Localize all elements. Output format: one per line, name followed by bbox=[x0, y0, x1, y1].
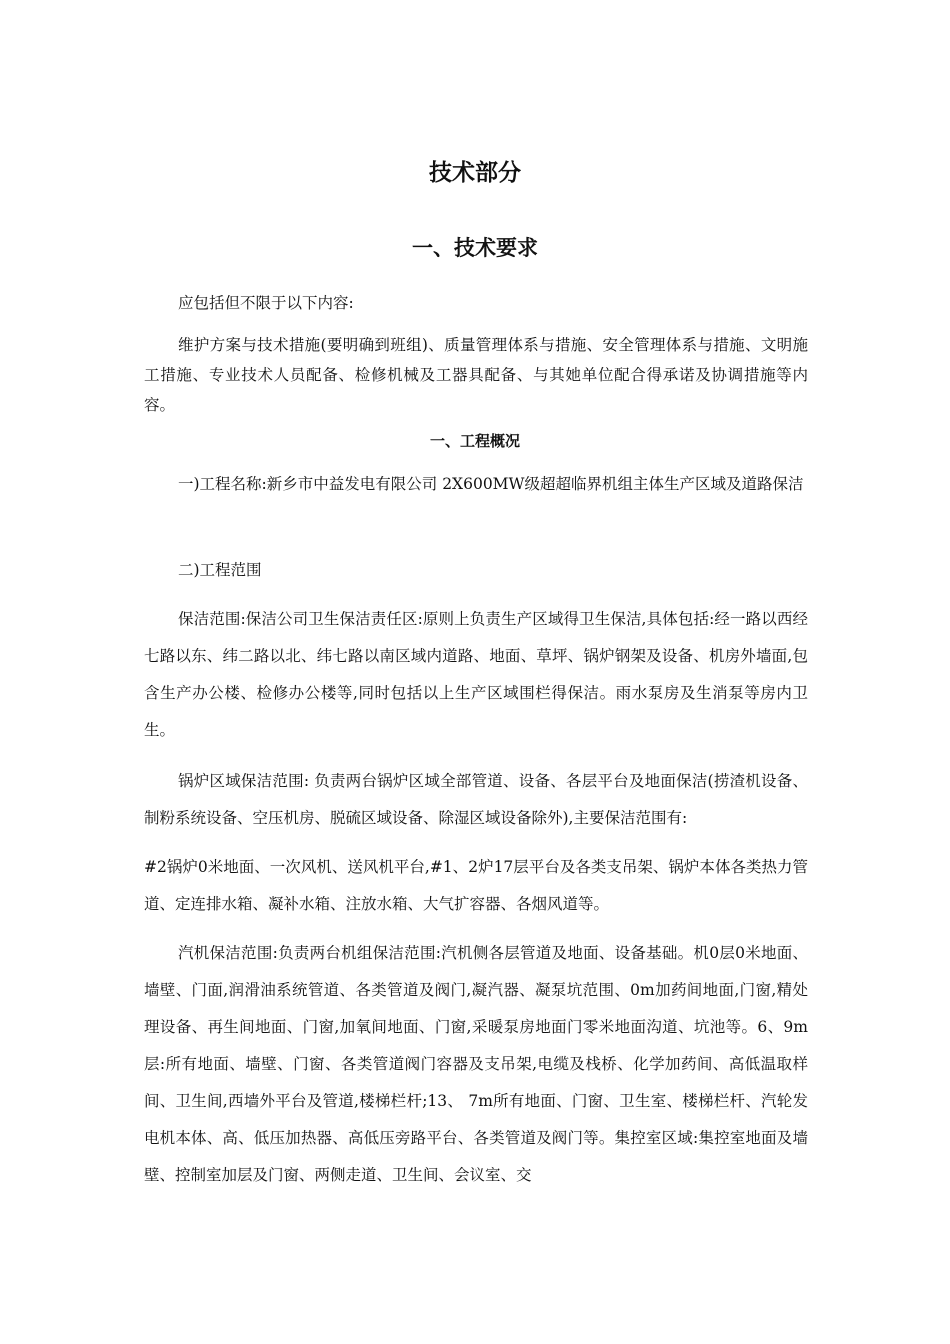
overview-heading: 一、工程概况 bbox=[429, 432, 520, 450]
section-title: 一、技术要求 bbox=[412, 236, 538, 260]
boiler-detail-paragraph: #2锅炉0米地面、一次风机、送风机平台,#1、2炉17层平台及各类支吊架、锅炉本体各类热力管道、定连排水箱、凝补水箱、注放水箱、大气扩容器、各烟风道等。 bbox=[144, 858, 808, 913]
boiler-scope-paragraph: 锅炉区域保洁范围: 负责两台锅炉区域全部管道、设备、各层平台及地面保洁(捞渣机设备、制粉系统设备、空压机房、脱硫区域设备、除湿区域设备除外),主要保洁范围有: bbox=[144, 772, 808, 827]
intro-paragraph: 应包括但不限于以下内容: bbox=[178, 294, 354, 312]
cleaning-scope-paragraph: 保洁范围:保洁公司卫生保洁责任区:原则上负责生产区域得卫生保洁,具体包括:经一路以西经七路以东、纬二路以北、纬七路以南区域内道路、地面、草坪、锅炉钢架及设备、机房外墙面,包含生产办公楼、检修办公楼等,同时包括以上生产区域围栏得保洁。雨水泵房及生消泵等房内卫生。 bbox=[144, 610, 808, 739]
project-name-paragraph: 一)工程名称:新乡市中益发电有限公司 2X600MW级超超临界机组主体生产区域及道路保洁 bbox=[178, 475, 804, 493]
turbine-scope-paragraph: 汽机保洁范围:负责两台机组保洁范围:汽机侧各层管道及地面、设备基础。机0层0米地面、墙壁、门面,润滑油系统管道、各类管道及阀门,凝汽器、凝泵坑范围、0m加药间地面,门窗,精处理设备、再生间地面、门窗,加氧间地面、门窗,采暖泵房地面门零米地面沟道、坑池等。6、9m层:所有地面、墙壁、门窗、各类管道阀门容器及支吊架,电缆及栈桥、化学加药间、高低温取样间、卫生间,西墙外平台及管道,楼梯栏杆;13、 7m所有地面、门窗、卫生室、楼梯栏杆、汽轮发电机本体、高、低压加热器、高低压旁路平台、各类管道及阀门等。集控室区域:集控室地面及墙壁、控制室加层及门窗、两侧走道、卫生间、会议室、交 bbox=[144, 944, 808, 1184]
requirements-paragraph: 维护方案与技术措施(要明确到班组)、质量管理体系与措施、安全管理体系与措施、文明施工措施、专业技术人员配备、检修机械及工器具配备、与其她单位配合得承诺及协调措施等内容。 bbox=[144, 336, 808, 414]
project-scope-label: 二)工程范围 bbox=[178, 561, 262, 579]
document-title: 技术部分 bbox=[429, 160, 521, 186]
